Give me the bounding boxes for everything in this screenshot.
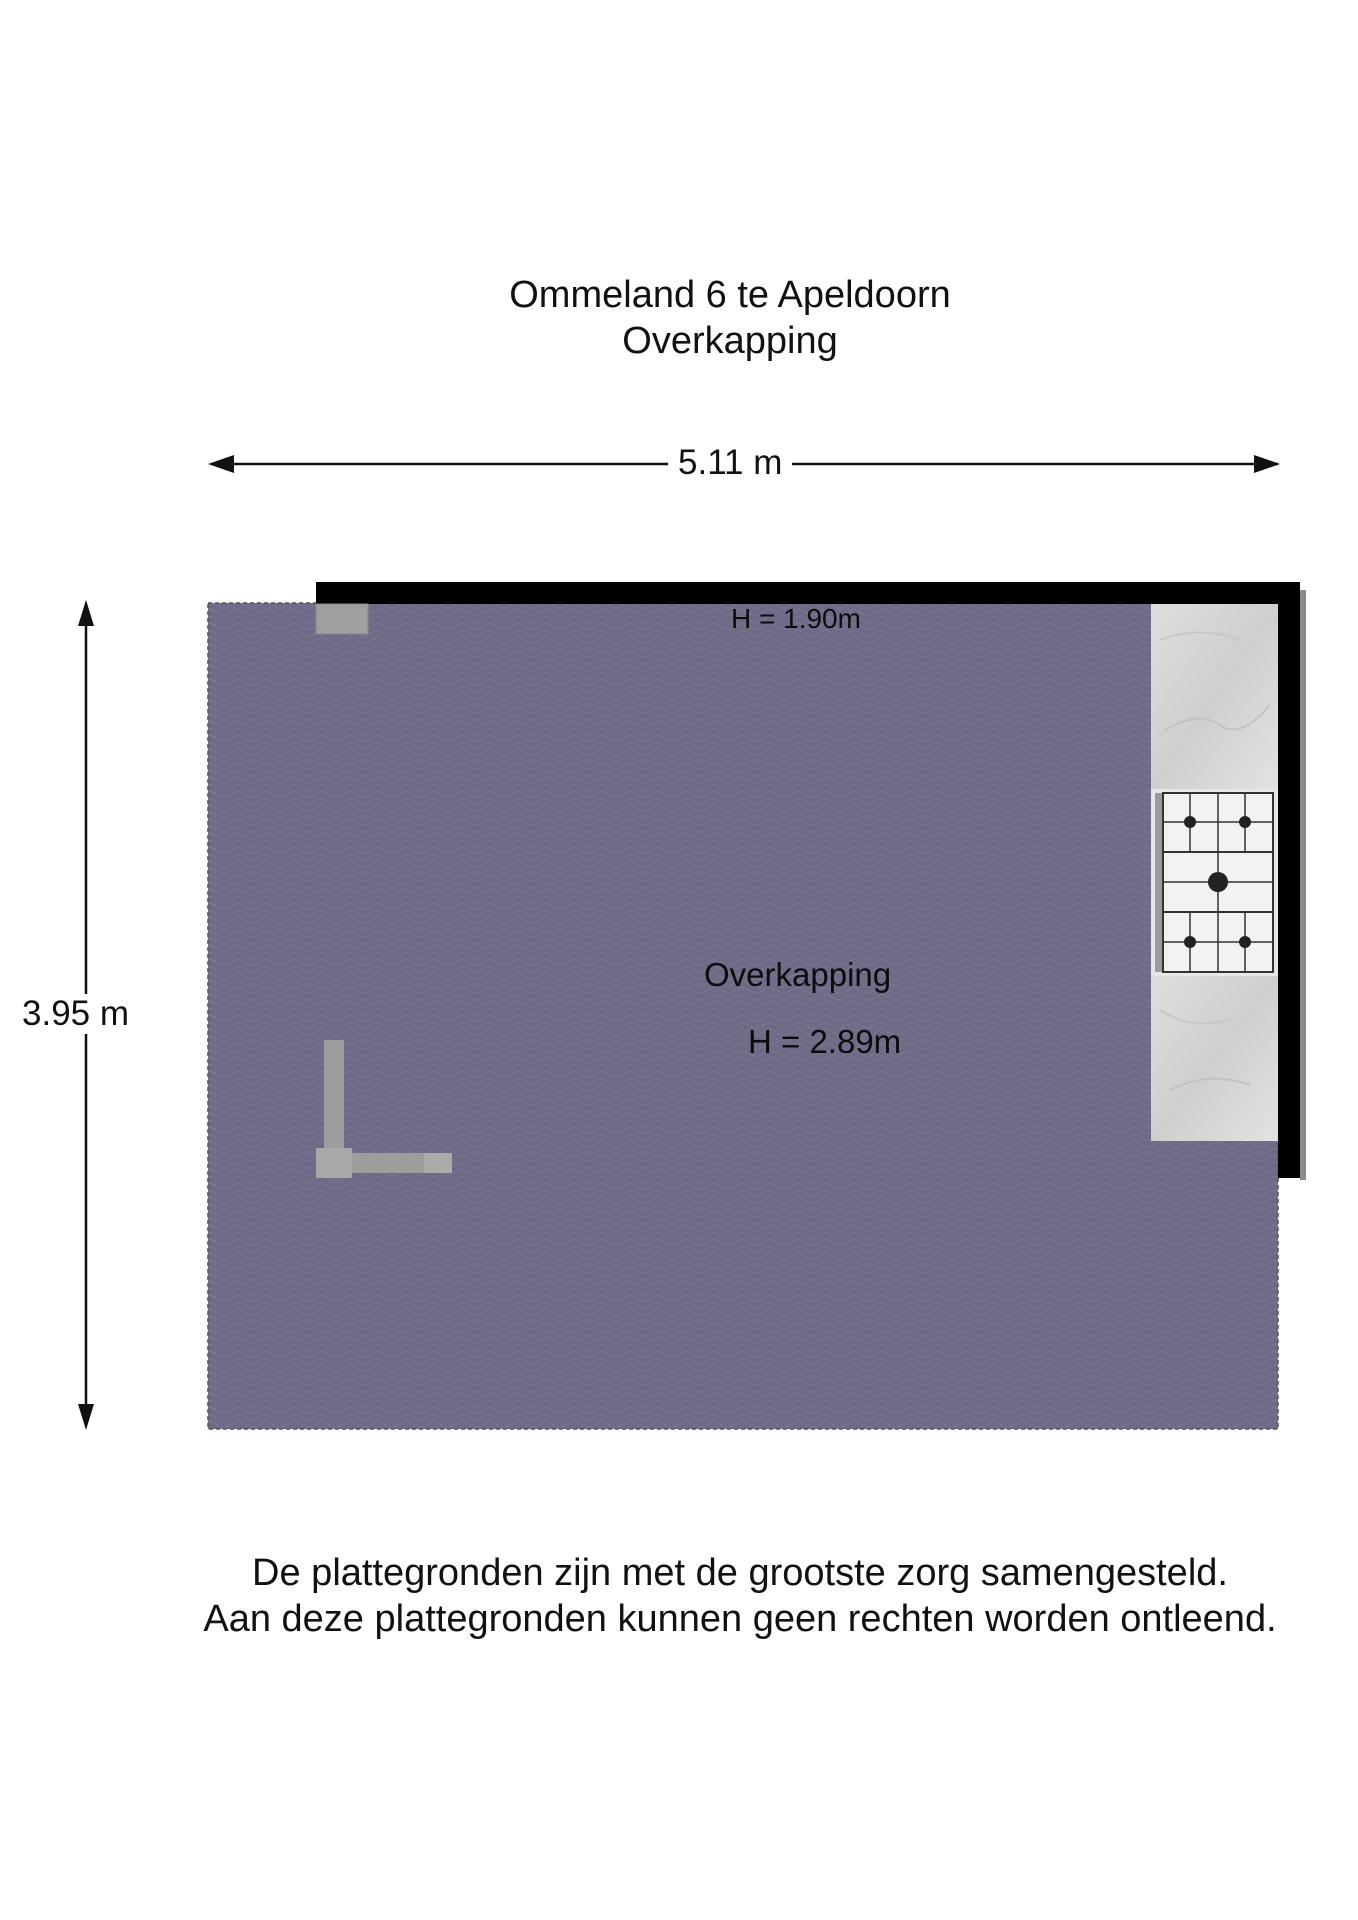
wall-shadow	[1300, 590, 1306, 1180]
wall-right	[1278, 582, 1300, 1178]
low-ceiling-height-label: H = 1.90m	[731, 603, 861, 634]
wall-top	[316, 582, 1299, 604]
counter-bottom	[1151, 976, 1278, 1141]
stove-icon	[1151, 789, 1278, 976]
floor-area	[208, 603, 1278, 1429]
width-dimension-label: 5.11 m	[668, 443, 792, 483]
disclaimer-line-2: Aan deze plattegronden kunnen geen rechten worden ontleend.	[203, 1598, 1277, 1640]
height-dimension-label: 3.95 m	[22, 994, 129, 1033]
room-height-label: H = 2.89m	[748, 1023, 902, 1060]
address-title: Ommeland 6 te Apeldoorn	[509, 274, 951, 316]
disclaimer-line-1: De plattegronden zijn met de grootste zorg samengesteld.	[252, 1552, 1228, 1594]
disclaimer	[0, 1550, 1358, 1642]
counter-top	[1151, 604, 1278, 789]
floor-title: Overkapping	[622, 320, 838, 362]
storage-box	[316, 604, 368, 634]
room-name-label: Overkapping	[704, 956, 892, 993]
